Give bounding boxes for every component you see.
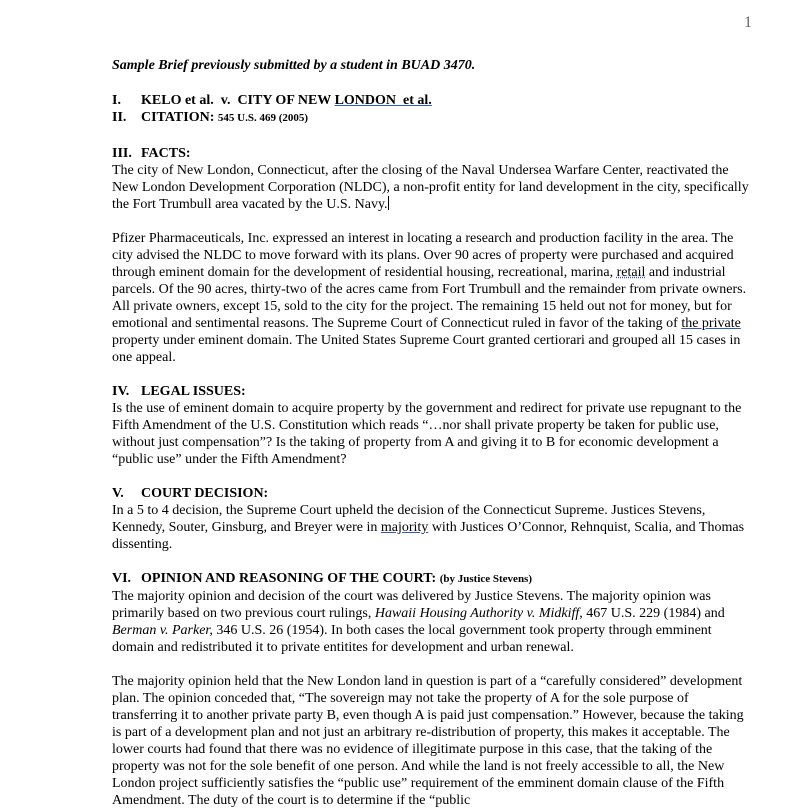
section-numeral: I.: [112, 93, 121, 108]
legal-issues-label: LEGAL ISSUES:: [141, 384, 246, 399]
court-decision-text-a: In a 5 to 4 decision, the Supreme Court upheld the decision of the Connecticut Supreme. Justices Stevens, Kennedy, Souter, Ginsburg, and Breyer were in: [112, 503, 706, 535]
section-numeral: IV.: [112, 384, 130, 399]
legal-issues-paragraph: Is the use of eminent domain to acquire property by the government and redirect for private use repugnant to the Fifth Amendment of the U.S. Constitution which reads “…nor shall private property be taken for public use, without just compensation”? Is the taking of property from A and giving it to B for economic development a “public use” under the Fifth Amendment?: [112, 401, 742, 467]
opinion-text-1a: The majority opinion and decision of the court was delivered by Justice Stevens. The majority opinion was primarily based on two previous court rulings,: [112, 589, 711, 621]
facts-text-2c: property under eminent domain. The United States Supreme Court granted certiorari and grouped all 15 cases in one appeal.: [112, 333, 741, 365]
citation-line: [112, 109, 752, 127]
case-title-text: KELO et al. v. CITY OF NEW: [141, 93, 335, 108]
opinion-paragraph-1: [112, 588, 752, 656]
case-berman: Berman v. Parker,: [112, 623, 213, 638]
opinion-heading: [112, 570, 752, 588]
court-decision-label: COURT DECISION:: [141, 486, 269, 501]
case-midkiff: Hawaii Housing Authority v. Midkiff: [374, 606, 580, 621]
facts-paragraph-1: [112, 162, 752, 213]
facts-text-1: The city of New London, Connecticut, after the closing of the Naval Undersea Warfare Center, reactivated the New London Development Corporation (NLDC), a non-profit entity for land development in the city, specifically the Fort Trumbull area vacated by the U.S. Navy.: [112, 163, 749, 212]
document-body: [112, 57, 752, 809]
opinion-paragraph-2: The majority opinion held that the New London land in question is part of a “carefully considered” development plan. The opinion conceded that, “The sovereign may not take the property of A for the sole purpose of transferring it to another private party B, even though A is paid just compensation.” However, because the taking is part of a development plan and not just an arbitrary re-distribution of property, this makes it acceptable. The lower courts had found that there was no evidence of illegitimate purpose in this case, that the taking of the property was not for the sole benefit of one person. And while the land is not freely accessible to all, the New London project sufficiently satisfies the “public use” requirement of the emminent domain clause of the Fifth Amendment. The duty of the court is to determine if the “public: [112, 674, 744, 808]
page-number: 1: [744, 14, 752, 31]
court-decision-text-b: with Justices O’Connor, Rehnquist, Scalia, and Thomas dissenting.: [112, 520, 745, 552]
case-title: [112, 92, 752, 109]
court-decision-paragraph: [112, 502, 752, 553]
facts-the-private: the private: [681, 316, 741, 331]
court-decision-majority: majority: [380, 520, 429, 535]
legal-issues-heading: [112, 383, 752, 400]
facts-label: FACTS:: [141, 146, 191, 161]
facts-paragraph-2: [112, 230, 752, 366]
intro-line: Sample Brief previously submitted by a student in BUAD 3470.: [112, 58, 476, 73]
facts-text-2b: and industrial parcels. Of the 90 acres, thirty-two of the acres came from Fort Trumbull and the remainder from private owners. All private owners, except 15, sold to the city for the project. The remaining 15 held out not for money, but for emotional and sentimental reasons. The Supreme Court of Connecticut ruled in favor of the taking of: [112, 265, 747, 331]
opinion-text-1b: , 467 U.S. 229 (1984) and: [579, 606, 725, 621]
text-cursor: [388, 196, 389, 210]
citation-value: 545 U.S. 469 (2005): [217, 112, 309, 124]
opinion-label: OPINION AND REASONING OF THE COURT:: [141, 571, 437, 586]
section-numeral: VI.: [112, 571, 132, 586]
court-decision-heading: [112, 485, 752, 502]
case-title-underlined: LONDON et al.: [334, 93, 432, 108]
opinion-text-1c: 346 U.S. 26 (1954). In both cases the local government took property through emminent domain and redistributed it to private entitites for development and urban renewal.: [112, 623, 712, 655]
section-numeral: II.: [112, 110, 127, 125]
citation-label: CITATION:: [141, 110, 215, 125]
section-numeral: V.: [112, 486, 124, 501]
facts-text-2a: Pfizer Pharmaceuticals, Inc. expressed an interest in locating a research and production facility in the area. The city advised the NLDC to move forward with its plans. Over 90 acres of property were purchased and acquired through eminent domain for the development of residential housing, recreational, marina,: [112, 231, 734, 280]
opinion-by: (by Justice Stevens): [439, 573, 533, 585]
facts-retail-word: retail: [616, 265, 646, 280]
facts-heading: [112, 145, 752, 162]
section-numeral: III.: [112, 146, 132, 161]
